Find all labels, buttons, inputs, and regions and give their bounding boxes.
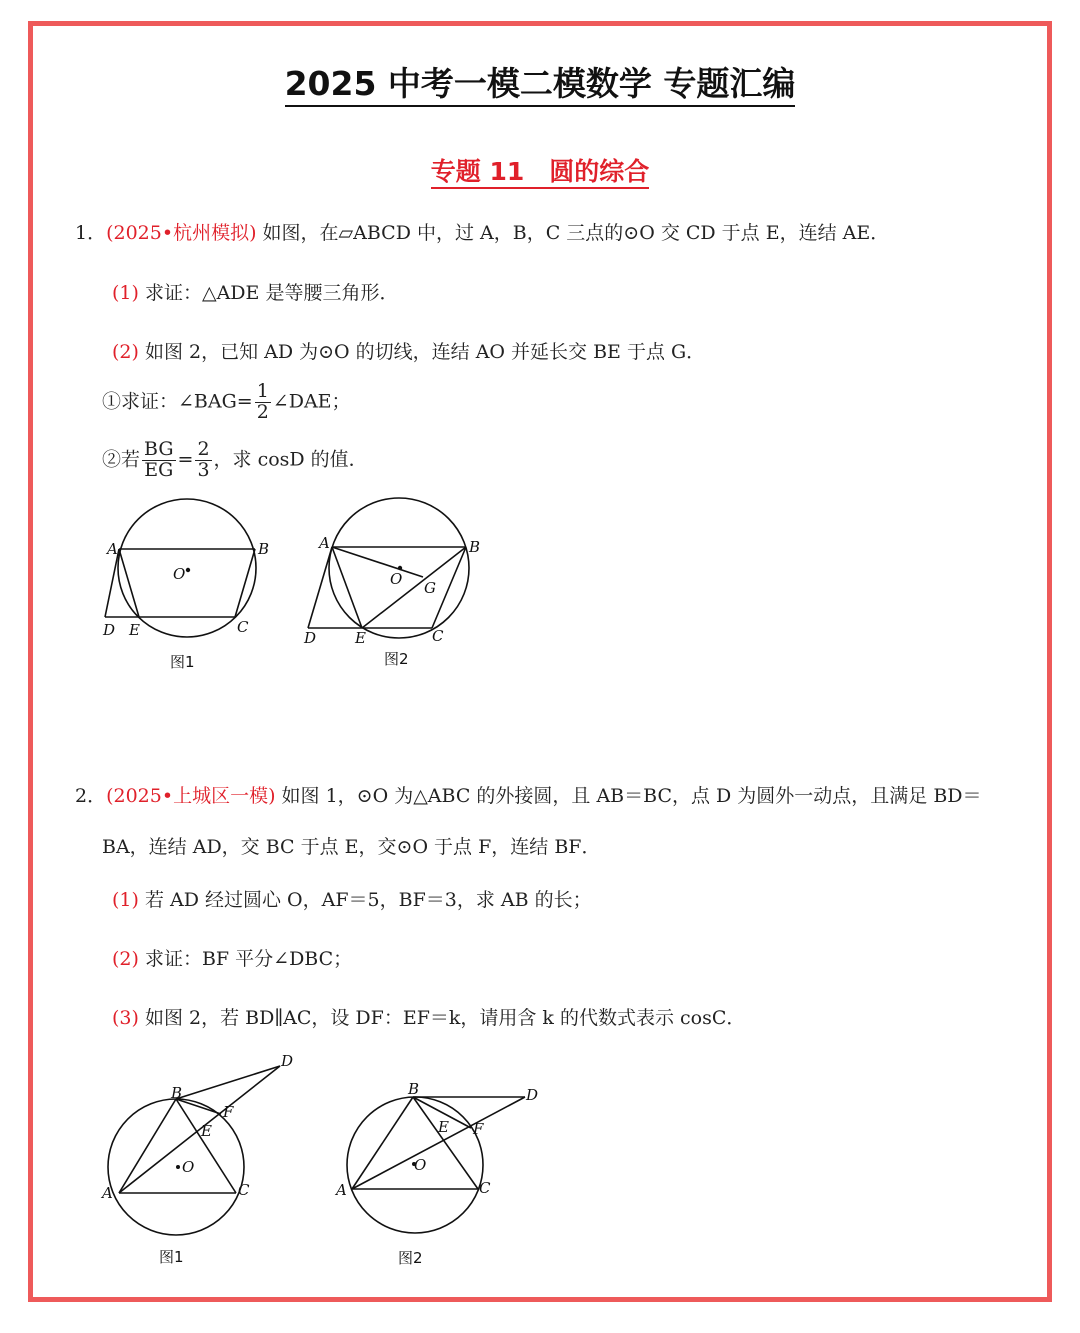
q2-part1 [112, 885, 592, 912]
q1-sub1 [102, 382, 351, 423]
q1f1-caption: 图1 [170, 653, 195, 671]
q1f2-label-o: O [390, 570, 403, 588]
q2f2-segment-bc [413, 1097, 478, 1189]
q1f1-segment-ad [105, 549, 119, 617]
q1-part2-label: (2) [112, 341, 139, 363]
q2f2-label-a: A [336, 1181, 347, 1199]
q1f1-label-d: D [103, 621, 116, 639]
q1f2-segment-ag [332, 547, 423, 577]
q2f1-label-a: A [102, 1184, 113, 1202]
q1f1-label-o: O [173, 565, 186, 583]
q2f1-segment-ad [119, 1066, 280, 1193]
q2-part2 [112, 944, 352, 971]
q2f1-label-c: C [238, 1181, 250, 1199]
q2f1-center-dot [176, 1165, 180, 1169]
q2f2-label-e: E [438, 1118, 449, 1136]
q1-sub2-fraction1 [142, 440, 176, 481]
q1f1-label-c: C [237, 618, 249, 636]
q2-stem-text-2: BA，连结 AD，交 BC 于点 E，交⊙O 于点 F，连结 BF． [102, 836, 601, 858]
q1-sub1-pre: ①求证：∠BAG= [102, 390, 253, 413]
q2f1-caption: 图1 [159, 1248, 184, 1266]
q2-number: 2． [75, 785, 107, 807]
q1-stem [75, 218, 889, 245]
q1-sub1-frac-den: 2 [256, 400, 269, 423]
q1-figure-1 [95, 495, 285, 680]
q2-figure-1 [95, 1050, 305, 1272]
q2-source: (2025•上城区一模) [106, 785, 276, 807]
q1-sub2 [102, 440, 368, 481]
q2-stem-line2 [102, 832, 600, 859]
q2-stem-line1 [75, 781, 982, 808]
q2f2-label-d: D [526, 1086, 539, 1104]
q2f1-label-e: E [201, 1122, 212, 1140]
q2-part1-text: 若 AD 经过圆心 O，AF＝5，BF＝3，求 AB 的长； [144, 889, 592, 911]
q1-sub2-frac1-den: EG [144, 458, 174, 481]
q2-part3-text: 如图 2，若 BD∥AC，设 DF：EF＝k，请用含 k 的代数式表示 cosC． [144, 1007, 746, 1029]
q2f2-segment-ab [352, 1097, 413, 1189]
q2f1-segment-ab [119, 1099, 176, 1193]
q1-sub2-frac2-den: 3 [197, 458, 210, 481]
q2f1-label-d: D [281, 1052, 294, 1070]
q2f1-label-f: F [223, 1103, 234, 1121]
q1-sub2-fraction2 [195, 440, 211, 481]
q2f1-segment-bd [176, 1066, 280, 1099]
q1-sub2-frac1-num: BG [144, 438, 174, 460]
q2f2-label-o: O [414, 1156, 427, 1174]
q1-part1 [112, 278, 398, 305]
q2f1-label-b: B [171, 1084, 183, 1102]
q1-part2 [112, 337, 705, 364]
q1f2-label-b: B [469, 538, 481, 556]
q2f2-label-f: F [473, 1120, 484, 1138]
q1-sub2-frac2-num: 2 [197, 438, 210, 460]
q1-part2-text: 如图 2，已知 AD 为⊙O 的切线，连结 AO 并延长交 BE 于点 G． [144, 341, 706, 363]
q2f2-label-b: B [408, 1080, 420, 1098]
q1-sub1-post: ∠DAE； [272, 390, 351, 413]
q1-sub2-pre: ②若 [102, 448, 141, 471]
q2f1-label-o: O [182, 1158, 195, 1176]
q1f1-center-dot [186, 568, 190, 572]
q1f2-label-e: E [355, 629, 366, 647]
q2-part3-label: (3) [112, 1007, 139, 1029]
q1-sub1-frac-num: 1 [256, 380, 269, 402]
q1f1-label-b: B [258, 540, 270, 558]
q2-part2-label: (2) [112, 948, 139, 970]
q1-part1-label: (1) [112, 282, 139, 304]
q1-stem-text: 如图，在▱ABCD 中，过 A，B，C 三点的⊙O 交 CD 于点 E，连结 AE． [262, 222, 890, 244]
q1-figure-2 [300, 492, 495, 677]
q1f2-label-d: D [304, 629, 317, 647]
page-title: 2025 中考一模二模数学 专题汇编 [0, 58, 1080, 105]
q1f2-label-a: A [319, 534, 330, 552]
q1f2-segment-ad [308, 547, 332, 628]
q2-part2-text: 求证：BF 平分∠DBC； [144, 948, 353, 970]
q1-sub2-post: ，求 cosD 的值． [213, 448, 368, 471]
q1f1-label-e: E [129, 621, 140, 639]
q1-sub2-eq: = [177, 448, 194, 471]
q1-source: (2025•杭州模拟) [106, 222, 257, 244]
q1f2-label-g: G [424, 579, 436, 597]
q2f2-label-c: C [479, 1179, 491, 1197]
topic-title: 专题 11 圆的综合 [0, 152, 1080, 188]
q2f2-caption: 图2 [398, 1249, 423, 1267]
q1-part1-text: 求证：△ADE 是等腰三角形． [144, 282, 399, 304]
q1f1-label-a: A [107, 540, 118, 558]
q1f2-caption: 图2 [384, 650, 409, 668]
q1-sub1-fraction [255, 382, 271, 423]
q2-part3 [112, 1003, 745, 1030]
q1f2-label-c: C [432, 627, 444, 645]
q2-stem-text-1: 如图 1，⊙O 为△ABC 的外接圆，且 AB＝BC，点 D 为圆外一动点，且满足 BD＝ [281, 785, 982, 807]
q2-part1-label: (1) [112, 889, 139, 911]
q1-number: 1． [75, 222, 107, 244]
q2-figure-2 [330, 1075, 545, 1272]
q2f1-segment-bf [176, 1099, 221, 1114]
